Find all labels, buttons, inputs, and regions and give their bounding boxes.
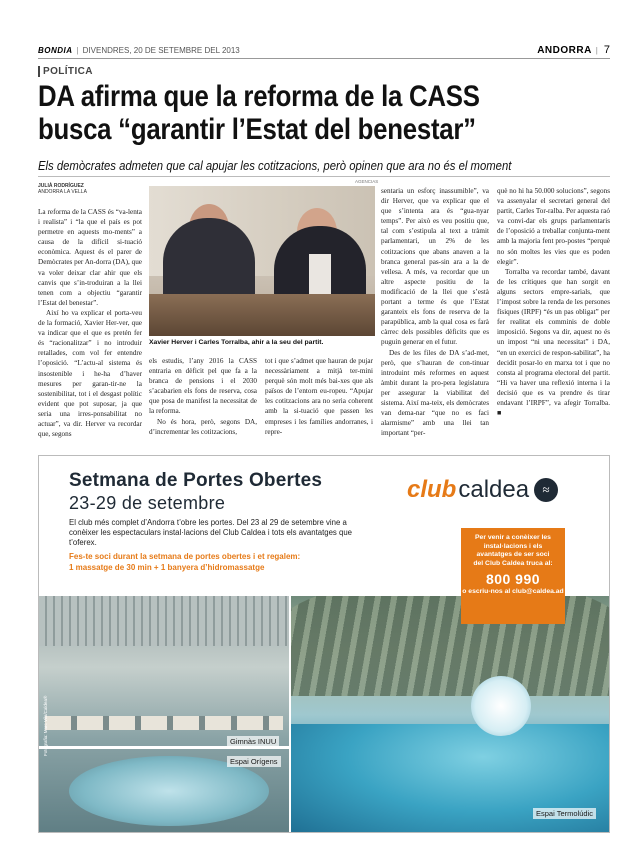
fountain-shape: [471, 676, 531, 736]
photo-credit: AGENCIAS: [355, 179, 379, 184]
header-rule: [38, 58, 610, 59]
page-number: 7: [603, 44, 610, 56]
table-surface: [149, 294, 375, 336]
contact-phone: 800 990: [485, 571, 541, 587]
paragraph: Així ho va explicar el porta-veu de la formació, Xavier Her-ver, que va indicar que el que es pretén fer és “racionalitzar” i no introduir retallades, com vol fer entendre l’oposició. “L’actu-al sistema és insostenible i he-ha d’haver mesures per garan-tir-ne la sostenibilitat, tot i el desgast polític evident que pot suposar, ja que seria una irres-ponsabilitat no actuar”, va dir. Herver va recordar que, segons: [38, 308, 142, 439]
text-column-4: [381, 186, 489, 438]
waves-icon: ≈: [534, 478, 558, 502]
paragraph: sentaria un esforç inassumible”, va dir Herver, que va explicar que el que s’intenta ara és “gua-nyar temps”. Per això es veu positiu que, tal com s’estipula al text a tràmit parlamentari, un 2% de les cotitzacions que abans anaven a la branca general pas-sin ara a la de vellesa. A més, va recordar que un altre aspecte positiu de la modificació de la llei que s’està portant a terme és que l’Estat garanteix els fons de reserva de la parapública, amb la qual cosa es farà càrrec dels possibles dèficits que es puguin generar en el futur.: [381, 187, 489, 347]
logo-club-text: club: [407, 476, 457, 503]
paragraph: No és hora, però, segons DA, d’incrementar les cotitzacions,: [149, 417, 257, 436]
ad-title: Setmana de Portes Obertes: [69, 470, 323, 491]
ad-photo-credit: Fotografia: Marc Vila/Caldea®: [43, 695, 48, 756]
paragraph: Des de les files de DA s’ad-met, però, que s’hauran de con-tinuar introduint més reformes en aquest àmbit durant la pro-pera legislatura per assegurar la viabilitat del sistema. Així ma-teix, els demòcrates van dema-nar “que no es faci alarmisme” amb una llei tan important “per-: [381, 348, 489, 438]
label-gym: Gimnàs INUU: [227, 736, 279, 747]
section-kicker: POLÍTICA: [38, 66, 93, 77]
contact-box: [461, 528, 565, 624]
contact-text: Per venir a conèixer les instal·lacions i els avantatges de ser soci del Club Caldea truca al:: [473, 534, 553, 567]
byline: [38, 183, 87, 195]
dek-rule: [38, 176, 610, 177]
logo-caldea-text: caldea: [458, 476, 530, 503]
thermal-pool-photo: [291, 596, 610, 833]
text-column-2: [149, 356, 257, 437]
issue-date: DIVENDRES, 20 DE SETEMBRE DEL 2013: [82, 45, 240, 55]
page-header: BONDIA | DIVENDRES, 20 DE SETEMBRE DEL 2013 ANDORRA | 7: [38, 44, 610, 56]
ad-body-text: El club més complet d’Andorra t’obre les portes. Del 23 al 29 de setembre vine a conèixer les espectaculars instal·lacions del Club Caldea i tots els avantatges que t’oferex.: [69, 518, 353, 547]
label-origins: Espai Orígens: [227, 756, 281, 767]
paragraph: tot i que s’admet que hauran de pujar necessàriament a mitjà ter-mini perquè són molt més bai-xes que als països de l’entorn eu-ropeu. “Apujar les cotitzacions ara no seria coherent amb la si-tuació que passen les empreses i les famílies andorranes, i repre-: [265, 357, 373, 436]
paragraph: La reforma de la CASS és “va-lenta i realista” i “la que el país es pot permetre en aquests mo-ments” a causa de la difícil si-tuació econòmica. Aquest és el parer de Demòcrates per An-dorra (DA), que va voler deixar clar ahir que els canvis que s’in-troduiran a la llei tenen com a objectiu “garantir l’Estat del benestar”.: [38, 208, 142, 307]
ad-dates: 23-29 de setembre: [69, 493, 226, 513]
section-name: ANDORRA: [537, 44, 592, 56]
author-name: JULIÀ RODRÍGUEZ: [38, 183, 84, 189]
contact-email: o escriu-nos al club@caldea.ad: [462, 588, 564, 595]
advertisement: [38, 455, 610, 833]
ad-promo: [69, 552, 389, 573]
gym-and-spa-photo: [39, 596, 289, 833]
brand-logo: BONDIA: [38, 45, 73, 55]
headline-line-1: DA afirma que la reforma de la CASS: [38, 80, 480, 113]
photo-caption: Xavier Herver i Carles Torralba, ahir a la seu del partit.: [149, 339, 324, 346]
text-column-3: [265, 356, 373, 437]
headline-line-2: busca “garantir l’Estat del benestar”: [38, 113, 476, 146]
article-photo: [149, 186, 375, 336]
subheadline: Els demòcrates admeten que cal apujar les cotitzacions, però opinen que ara no és el moment: [38, 158, 512, 173]
ad-promo-line-2: 1 massatge de 30 min + 1 banyera d’hidromassatge: [69, 562, 265, 572]
ad-promo-line-1: Fes-te soci durant la setmana de portes obertes i et regalem:: [69, 552, 301, 561]
text-column-1: [38, 207, 142, 439]
label-thermal: Espai Termolúdic: [533, 808, 596, 819]
text-column-5: [497, 186, 610, 418]
author-location: ANDORRA LA VELLA: [38, 189, 87, 195]
paragraph: els estudis, l’any 2016 la CASS entraria en dèficit pel que fa a la branca de pensions i el 2030 s’acabarien els fons de reserva, cosa que posa de manifest la necessitat de la reforma.: [149, 357, 257, 416]
paragraph: què no hi ha 50.000 solucions”, segons va assenyalar el secretari general del partit, Carles Tor-ralba. Per aquesta raó va convi-dar els grups parlamentaris de l’oposició a treballar conjunta-ment amb la majoria fent pro-postes “perquè no són moltes les vies que es poden elegir”.: [497, 187, 610, 266]
paragraph: Torralba va recordar també, davant de les crítiques que han sorgit en alguns sectors empre-sarials, que l’impost sobre la renda de les persones físiques (IRPF) “és un pas obligat” per fer realitat els comminis de doble imposició. Segons va dir, aquest no és un impost “ni una necessitat” i DA, “en un exercici de respon-sabilitat”, ha decidit posar-lo en marxa tot i que no consta al programa electoral del partit. “Hi va haver una reflexió interna i la decisió que es va prendre és tirar endavant l’IRPF”, va afegir Torralba. ■: [497, 267, 610, 418]
club-caldea-logo: [407, 476, 558, 504]
headline: [38, 80, 520, 146]
